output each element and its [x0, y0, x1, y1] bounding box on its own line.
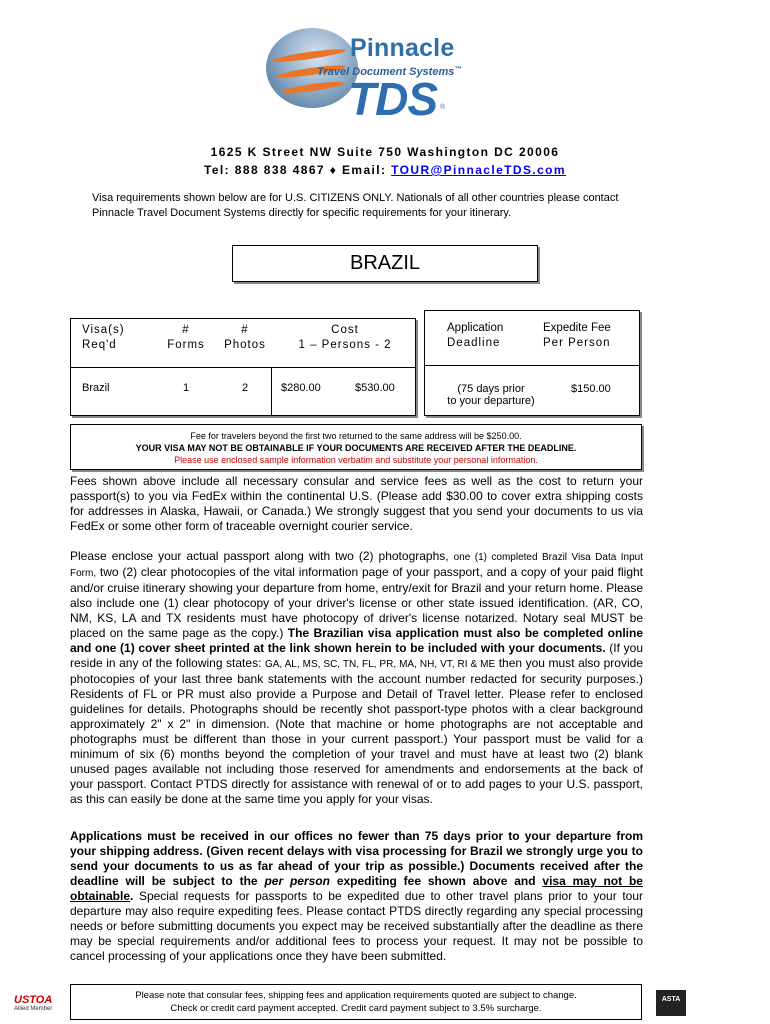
fee-note-line-1: Fee for travelers beyond the first two returned to the same address will be $250.00.: [190, 431, 522, 441]
fees-paragraph: Fees shown above include all necessary consular and service fees as well as the cost to return your passport(s) to you via FedEx within the continental U.S. (Please add $30.00 to cover extra shipping costs for addresses in Alaska, Hawaii, or Canada.) We strongly suggest that you send your documents to us via FedEx or some other form of traceable overnight courier service.: [70, 474, 643, 533]
logo-subtitle: Travel Document Systems™: [317, 66, 462, 78]
footer-line-2: Check or credit card payment accepted. Credit card payment subject to 3.5% surcharge.: [170, 1003, 542, 1014]
deadline-paragraph: Applications must be received in our offices no fewer than 75 days prior to your departure from your shipping address. (Given recent delays with visa processing for Brazil we strongly urge you to send your documents to us as far ahead of your trip as possible.) Documents received after the deadline will be subject to the per person expediting fee shown above and visa may not be obtainable. Special requests for passports to be expedited due to other travel plans prior to your tour departure may also require expediting fees. Please contact PTDS directly regarding any special processing needs or before submitting documents you expect may be received substantially after the deadline as there may be special requirements and/or additional fees to process your request. It may not be possible to cancel processing of your applications once they have been submitted.: [70, 829, 643, 963]
logo-brand: Pinnacle: [350, 34, 455, 62]
header-forms: # Forms: [167, 324, 205, 351]
logo-mark: TDS: [348, 73, 437, 125]
table-divider: [425, 365, 639, 366]
fee-note-box: [70, 424, 642, 470]
ustoa-logo: USTOA Allied Member: [14, 994, 53, 1012]
country-title: BRAZIL: [232, 245, 538, 282]
visa-cost-table: [70, 318, 416, 416]
fee-note-warning: YOUR VISA MAY NOT BE OBTAINABLE IF YOUR DOCUMENTS ARE RECEIVED AFTER THE DEADLINE.: [135, 443, 577, 453]
row-visa: Brazil: [82, 382, 110, 394]
row-cost-1: $280.00: [281, 382, 321, 394]
row-forms: 1: [182, 382, 190, 394]
registered-mark: ®: [440, 104, 446, 111]
requirements-paragraph: Please enclose your actual passport along with two (2) photographs, one (1) completed Brazil Visa Data Input Form, two (2) clear photocopies of the vital information page of your passport, and a copy of your paid flight and/or cruise itinerary showing your departure from home, entry/exit for Brazil and your return home. Please also include one (1) clear photocopy of your driver's license or other state issued identification. (AR, CO, NM, KS, LA and TX residents must have photocopy of driver's license notarized. Notary seal MUST be placed on the same page as the copy.) The Brazilian visa application must also be completed online and one (1) cover sheet printed at the link shown herein to be included with your documents. (If you reside in any of the following states: GA, AL, MS, SC, TN, FL, PR, MA, NH, VT, RI & ME then you must also provide photocopies of your last three bank statements with the account number redacted for security purposes.) Residents of FL or PR must also provide a Purpose and Detail of Travel letter. Please refer to enclosed guidelines for details. Photographs should be recently shot passport-type photos with a clear background approximately 2" x 2" in dimension. (Note that machine or home photographs are not acceptable and photographs must be different than those in your current passport.) Your passport must be valid for a minimum of six (6) months beyond the completion of your travel and must have at least two (2) blank unused pages available not including those reserved for amendments and endorsements at the back of your passport. Contact PTDS directly for assistance with renewal of or to add pages to your U.S. passport, as this can easily be done at the same time you apply for your visas.: [70, 549, 643, 806]
company-contact: Tel: 888 838 4867 ♦ Email: TOUR@PinnacleTDS.com: [204, 163, 566, 177]
header-application: Application Deadline: [447, 322, 504, 349]
row-expedite: $150.00: [571, 383, 611, 395]
deadline-table: [424, 310, 640, 416]
fee-note-instructions: Please use enclosed sample information verbatim and substitute your personal information.: [174, 455, 538, 465]
header-cost: Cost 1 – Persons - 2: [298, 324, 392, 351]
company-address: 1625 K Street NW Suite 750 Washington DC 20006: [210, 145, 560, 159]
row-cost-2: $530.00: [355, 382, 395, 394]
header-expedite: Expedite Fee Per Person: [543, 322, 611, 349]
company-logo: [262, 16, 472, 125]
row-application: (75 days prior to your departure): [447, 383, 535, 407]
header-photos: # Photos: [224, 324, 266, 351]
table-divider: [71, 367, 415, 368]
row-photos: 2: [241, 382, 249, 394]
footer-note-box: [70, 984, 642, 1020]
intro-line-2: Pinnacle Travel Document Systems directly for specific requirements for your itinerary.: [92, 207, 512, 219]
asta-logo: ASTA: [656, 990, 686, 1016]
footer-line-1: Please note that consular fees, shipping fees and application requirements quoted are subject to change.: [135, 990, 577, 1001]
header-visa: Visa(s) Req'd: [82, 324, 125, 351]
email-link[interactable]: TOUR@PinnacleTDS.com: [391, 163, 566, 177]
table-divider: [271, 367, 272, 415]
intro-line-1: Visa requirements shown below are for U.S. CITIZENS ONLY. Nationals of all other countries please contact: [92, 192, 619, 204]
